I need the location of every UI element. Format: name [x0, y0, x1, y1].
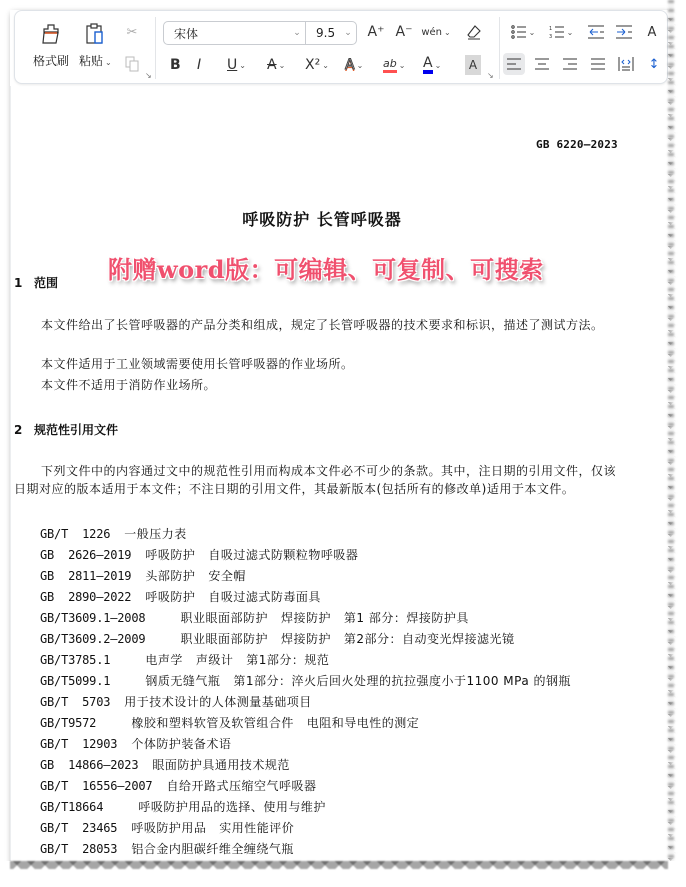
reference-item — [40, 693, 571, 714]
strikethrough-dropdown-icon[interactable]: ⌄ — [278, 60, 286, 70]
superscript-label: X² — [305, 57, 321, 73]
reference-title: 一般压力表 — [124, 527, 187, 541]
reference-item — [40, 714, 571, 735]
justify-icon — [591, 58, 605, 70]
reference-item — [40, 651, 571, 672]
scissors-icon[interactable]: ✂ — [126, 24, 138, 40]
font-name-dropdown-icon[interactable]: ⌄ — [293, 28, 301, 38]
strikethrough-button[interactable] — [267, 55, 285, 75]
highlight-icon: ab — [383, 57, 397, 73]
increase-indent-icon — [616, 25, 632, 39]
reference-item — [40, 672, 571, 693]
reference-title: 铝合金内胆碳纤维全缠绕气瓶 — [131, 842, 294, 856]
increase-indent-button[interactable] — [615, 23, 633, 41]
format-painter-label: 格式刷 — [33, 54, 70, 68]
font-size-dropdown-icon[interactable]: ⌄ — [344, 28, 352, 38]
reference-item — [40, 735, 571, 756]
reference-code: GB/T3785.1 — [40, 653, 146, 667]
reference-code: GB 2811—2019 — [40, 569, 146, 583]
reference-item — [40, 840, 571, 861]
reference-item — [40, 756, 571, 777]
decrease-indent-icon — [588, 25, 604, 39]
reference-list — [40, 525, 571, 861]
document-page[interactable] — [12, 88, 652, 878]
reference-title: 呼吸防护用品 实用性能评价 — [131, 821, 295, 835]
paragraph: 本文件适用于工业领域需要使用长管呼吸器的作业场所。 — [41, 357, 354, 371]
reference-title: 电声学 声级计 第1部分：规范 — [145, 653, 330, 667]
italic-button[interactable]: I — [197, 57, 202, 73]
phonetic-dropdown-icon[interactable]: ⌄ — [443, 27, 451, 37]
section-title: 规范性引用文件 — [34, 423, 119, 437]
reference-title: 钢质无缝气瓶 第1部分：淬火后回火处理的抗拉强度小于1100 MPa 的钢瓶 — [145, 674, 572, 688]
reference-item — [40, 525, 571, 546]
text-direction-button[interactable]: A — [647, 24, 657, 40]
align-center-button[interactable] — [533, 55, 551, 73]
section-heading-scope — [14, 274, 58, 291]
reference-title: 个体防护装备术语 — [131, 737, 232, 751]
align-right-button[interactable] — [561, 55, 579, 73]
svg-text:3: 3 — [548, 34, 552, 39]
promo-watermark: 附赠word版：可编辑、可复制、可搜索 — [108, 255, 544, 284]
paste-icon — [82, 21, 108, 47]
underline-dropdown-icon[interactable]: ⌄ — [239, 60, 246, 70]
line-spacing-button[interactable]: ↕ — [648, 56, 660, 72]
reference-title: 头部防护 安全帽 — [145, 569, 246, 583]
paste-dropdown-icon[interactable]: ⌄ — [105, 58, 112, 67]
format-painter-icon — [38, 21, 64, 47]
reference-code: GB/T9572 — [40, 716, 132, 730]
svg-text:1: 1 — [548, 26, 552, 32]
reference-code: GB/T 12903 — [40, 737, 132, 751]
superscript-dropdown-icon[interactable]: ⌄ — [322, 60, 329, 70]
strikethrough-label: A — [267, 57, 277, 73]
underline-button[interactable] — [227, 55, 246, 75]
distributed-button[interactable] — [617, 55, 635, 73]
reference-title: 用于技术设计的人体测量基础项目 — [124, 695, 312, 709]
reference-item — [40, 609, 571, 630]
reference-item — [40, 777, 571, 798]
paragraph: 本文件给出了长管呼吸器的产品分类和组成，规定了长管呼吸器的技术要求和标识，描述了测试方法。 — [41, 318, 604, 332]
bullet-list-button[interactable] — [509, 23, 537, 41]
font-color-button[interactable] — [423, 55, 441, 75]
superscript-button[interactable] — [305, 55, 329, 75]
align-left-button[interactable] — [503, 53, 525, 75]
copy-icon[interactable] — [123, 55, 141, 73]
group-divider — [499, 17, 500, 79]
reference-title: 呼吸防护用品的选择、使用与维护 — [138, 800, 326, 814]
reference-item — [40, 567, 571, 588]
font-color-label: A — [423, 56, 433, 74]
paste-button[interactable] — [79, 21, 112, 69]
group-divider — [155, 17, 156, 79]
reference-code: GB/T 28053 — [40, 842, 132, 856]
reference-item — [40, 819, 571, 840]
font-name-input[interactable]: 宋体 — [174, 26, 199, 41]
grow-font-button[interactable]: A⁺ — [367, 24, 385, 40]
section-number: 1 — [14, 276, 23, 290]
font-color-dropdown-icon[interactable]: ⌄ — [434, 60, 442, 70]
reference-code: GB 2890—2022 — [40, 590, 146, 604]
reference-code: GB/T18664 — [40, 800, 139, 814]
document-title: 呼吸防护 长管呼吸器 — [242, 210, 402, 229]
reference-item — [40, 630, 571, 651]
text-effect-button[interactable] — [345, 55, 363, 75]
underline-label: U — [227, 57, 238, 73]
reference-title: 职业眼面部防护 焊接防护 第1 部分：焊接防护具 — [180, 611, 469, 625]
reference-code: GB/T3609.1—2008 — [40, 611, 181, 625]
torn-edge-right — [668, 0, 686, 887]
numbered-list-icon — [549, 25, 565, 39]
reference-title: 呼吸防护 自吸过滤式防颗粒物呼吸器 — [145, 548, 359, 562]
reference-code: GB/T 5703 — [40, 695, 125, 709]
page-left-edge — [10, 86, 11, 876]
reference-code: GB 14866—2023 — [40, 758, 153, 772]
reference-code: GB/T 16556—2007 — [40, 779, 167, 793]
highlight-dropdown-icon[interactable]: ⌄ — [398, 60, 406, 70]
font-launcher-icon[interactable]: ↘ — [487, 71, 494, 80]
align-center-icon — [535, 58, 549, 70]
font-combo — [163, 21, 357, 45]
highlight-button[interactable] — [383, 55, 405, 75]
font-size-input[interactable]: 9.5 — [316, 26, 336, 40]
align-left-icon — [507, 58, 521, 70]
distributed-icon — [618, 57, 634, 71]
home-ribbon — [14, 10, 668, 84]
reference-title: 眼面防护具通用技术规范 — [152, 758, 290, 772]
reference-title: 呼吸防护 自吸过滤式防毒面具 — [145, 590, 321, 604]
reference-title: 橡胶和塑料软管及软管组合件 电阻和导电性的测定 — [131, 716, 420, 730]
numbered-list-button[interactable] — [547, 23, 575, 41]
paragraph: 本文件不适用于消防作业场所。 — [41, 378, 217, 392]
char-shading-button[interactable]: A — [465, 55, 481, 75]
reference-code: GB/T 1226 — [40, 527, 125, 541]
reference-code: GB 2626—2019 — [40, 548, 146, 562]
standard-code: GB 6220—2023 — [536, 138, 618, 151]
align-right-icon — [563, 58, 577, 70]
shrink-font-button[interactable]: A⁻ — [395, 24, 413, 40]
clipboard-launcher-icon[interactable]: ↘ — [145, 71, 152, 80]
reference-title: 自给开路式压缩空气呼吸器 — [166, 779, 317, 793]
reference-title: 职业眼面部防护 焊接防护 第2部分：自动变光焊接滤光镜 — [180, 632, 515, 646]
reference-item — [40, 588, 571, 609]
justify-button[interactable] — [589, 55, 607, 73]
format-painter-button[interactable] — [33, 21, 69, 69]
paragraph: 下列文件中的内容通过文中的规范性引用而构成本文件必不可少的条款。其中，注日期的引用文件，仅该日期对应的版本适用于本文件；不注日期的引用文件，其最新版本(包括所有的修改单)适用于本文件。 — [14, 464, 617, 496]
numbering-dropdown-icon[interactable]: ⌄ — [566, 27, 574, 37]
section-number: 2 — [14, 423, 23, 437]
text-effect-dropdown-icon[interactable]: ⌄ — [356, 60, 364, 70]
clear-format-button[interactable] — [465, 23, 483, 41]
reference-item — [40, 546, 571, 567]
section-heading-normative-references — [14, 421, 118, 438]
eraser-icon — [466, 24, 482, 40]
reference-code: GB/T3609.2—2009 — [40, 632, 181, 646]
decrease-indent-button[interactable] — [587, 23, 605, 41]
reference-code: GB/T 23465 — [40, 821, 132, 835]
torn-edge-bottom — [0, 861, 686, 887]
phonetic-guide-button[interactable] — [423, 23, 449, 41]
paste-label: 粘贴 — [79, 54, 104, 68]
phonetic-label: wén — [421, 26, 442, 38]
section-title: 范围 — [34, 276, 59, 290]
text-effect-label: A — [345, 57, 355, 73]
bullet-dropdown-icon[interactable]: ⌄ — [528, 27, 536, 37]
reference-item — [40, 798, 571, 819]
bullet-list-icon — [511, 25, 527, 39]
bold-button[interactable]: B — [170, 57, 181, 73]
reference-code: GB/T5099.1 — [40, 674, 146, 688]
